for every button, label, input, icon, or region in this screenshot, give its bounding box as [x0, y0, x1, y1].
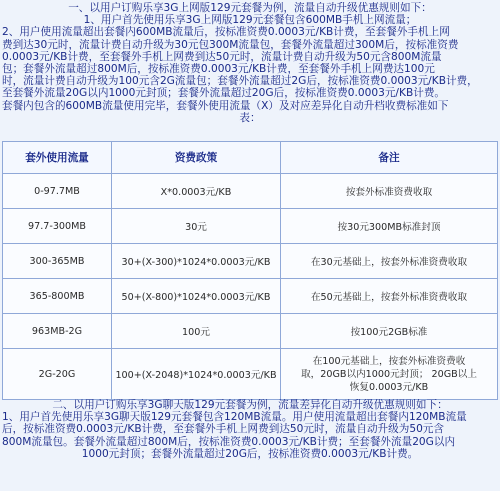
- cell-note: 在30元基础上，按套外标准资费收取: [281, 244, 498, 279]
- outro-line: 1000元封顶；套餐外流量超过20G后，按标准资费0.0003元/KB计费。: [81, 447, 419, 460]
- intro-paragraph: [2, 2, 498, 124]
- cell-usage: 97.7-300MB: [3, 209, 112, 244]
- table-row: [3, 279, 498, 314]
- cell-usage: 0-97.7MB: [3, 174, 112, 209]
- cell-usage: 963MB-2G: [3, 314, 112, 349]
- cell-note: 按100元2GB标准: [281, 314, 498, 349]
- cell-usage: 365-800MB: [3, 279, 112, 314]
- header-usage: 套外使用流量: [3, 142, 112, 174]
- cell-policy: 100元: [112, 314, 281, 349]
- cell-policy: 100+(X-2048)*1024*0.0003元/KB: [112, 349, 281, 400]
- intro-line: 至套餐外流量20G以内1000元封顶；套餐外流量超过20G后，按标准资费0.0003元/KB计费。: [2, 87, 446, 100]
- table-row: [3, 174, 498, 209]
- header-note: 备注: [281, 142, 498, 174]
- outro-line: 后，按标准资费0.0003元/KB计费，至套餐外手机上网费到达50元时，流量自动升级为50元含: [2, 423, 444, 436]
- outro-line: 800M流量包。套餐外流量超过800M后，按标准资费0.0003元/KB计费；至套餐外流量20G以内: [2, 435, 456, 448]
- outro-heading: 二、以用户订购乐享3G聊天版129元套餐为例，流量差异化自动升级优惠规则如下：: [52, 399, 448, 411]
- intro-line: 时，流量计费自动升级为100元含2G流量包；套餐外流量超过2G后，按标准资费0.0003元/KB计费，: [2, 75, 478, 88]
- header-policy: 资费政策: [112, 142, 281, 174]
- table-row: [3, 314, 498, 349]
- table-header-row: [3, 142, 498, 174]
- cell-note-line: 恢复0.0003元/KB: [349, 381, 429, 393]
- table-row: [3, 349, 498, 400]
- intro-line: 0.0003元/KB计费，至套餐外手机上网费到达50元时，流量计费自动升级为50元含800M流量: [2, 50, 442, 63]
- intro-line: 1、用户首先使用乐享3G上网版129元套餐包含600MB手机上网流量；: [83, 14, 417, 27]
- intro-line: 包；套餐外流量超过800M后，按标准资费0.0003元/KB计费，至套餐外手机上网费达100元: [2, 63, 435, 76]
- outro-line: 1、用户首先使用乐享3G聊天版129元套餐包含120MB流量。用户使用流量超出套餐内120MB流量: [2, 411, 467, 424]
- cell-policy: 30元: [112, 209, 281, 244]
- cell-note-line: 在100元基础上，按套外标准资费收: [312, 355, 466, 367]
- cell-policy: X*0.0003元/KB: [112, 174, 281, 209]
- intro-line: 表：: [239, 111, 261, 124]
- cell-note: [281, 349, 498, 400]
- cell-usage: 2G-20G: [3, 349, 112, 400]
- cell-note: 在50元基础上，按套外标准资费收取: [281, 279, 498, 314]
- cell-policy: 30+(X-300)*1024*0.0003元/KB: [112, 244, 281, 279]
- table-row: [3, 244, 498, 279]
- intro-line: 套餐内包含的600MB流量使用完毕，套餐外使用流量（X）及对应差异化自动升档收费标准如下: [2, 99, 449, 112]
- table-row: [3, 209, 498, 244]
- intro-line: 费到达30元时，流量计费自动升级为30元包300M流量包，套餐外流量超过300M后，按标准资费: [2, 38, 459, 51]
- cell-policy: 50+(X-800)*1024*0.0003元/KB: [112, 279, 281, 314]
- cell-usage: 300-365MB: [3, 244, 112, 279]
- cell-note: 按套外标准资费收取: [281, 174, 498, 209]
- intro-heading: 一、以用户订购乐享3G上网版129元套餐为例，流量自动升级优惠规则如下：: [68, 2, 432, 14]
- tariff-table: [2, 141, 498, 400]
- intro-line: 2、用户使用流量超出套餐内600MB流量后，按标准资费0.0003元/KB计费，至套餐外手机上网: [2, 26, 450, 39]
- cell-note: 按30元300MB标准封顶: [281, 209, 498, 244]
- cell-note-line: 取，20GB以内1000元封顶； 20GB以上: [301, 368, 477, 380]
- outro-paragraph: [2, 399, 498, 460]
